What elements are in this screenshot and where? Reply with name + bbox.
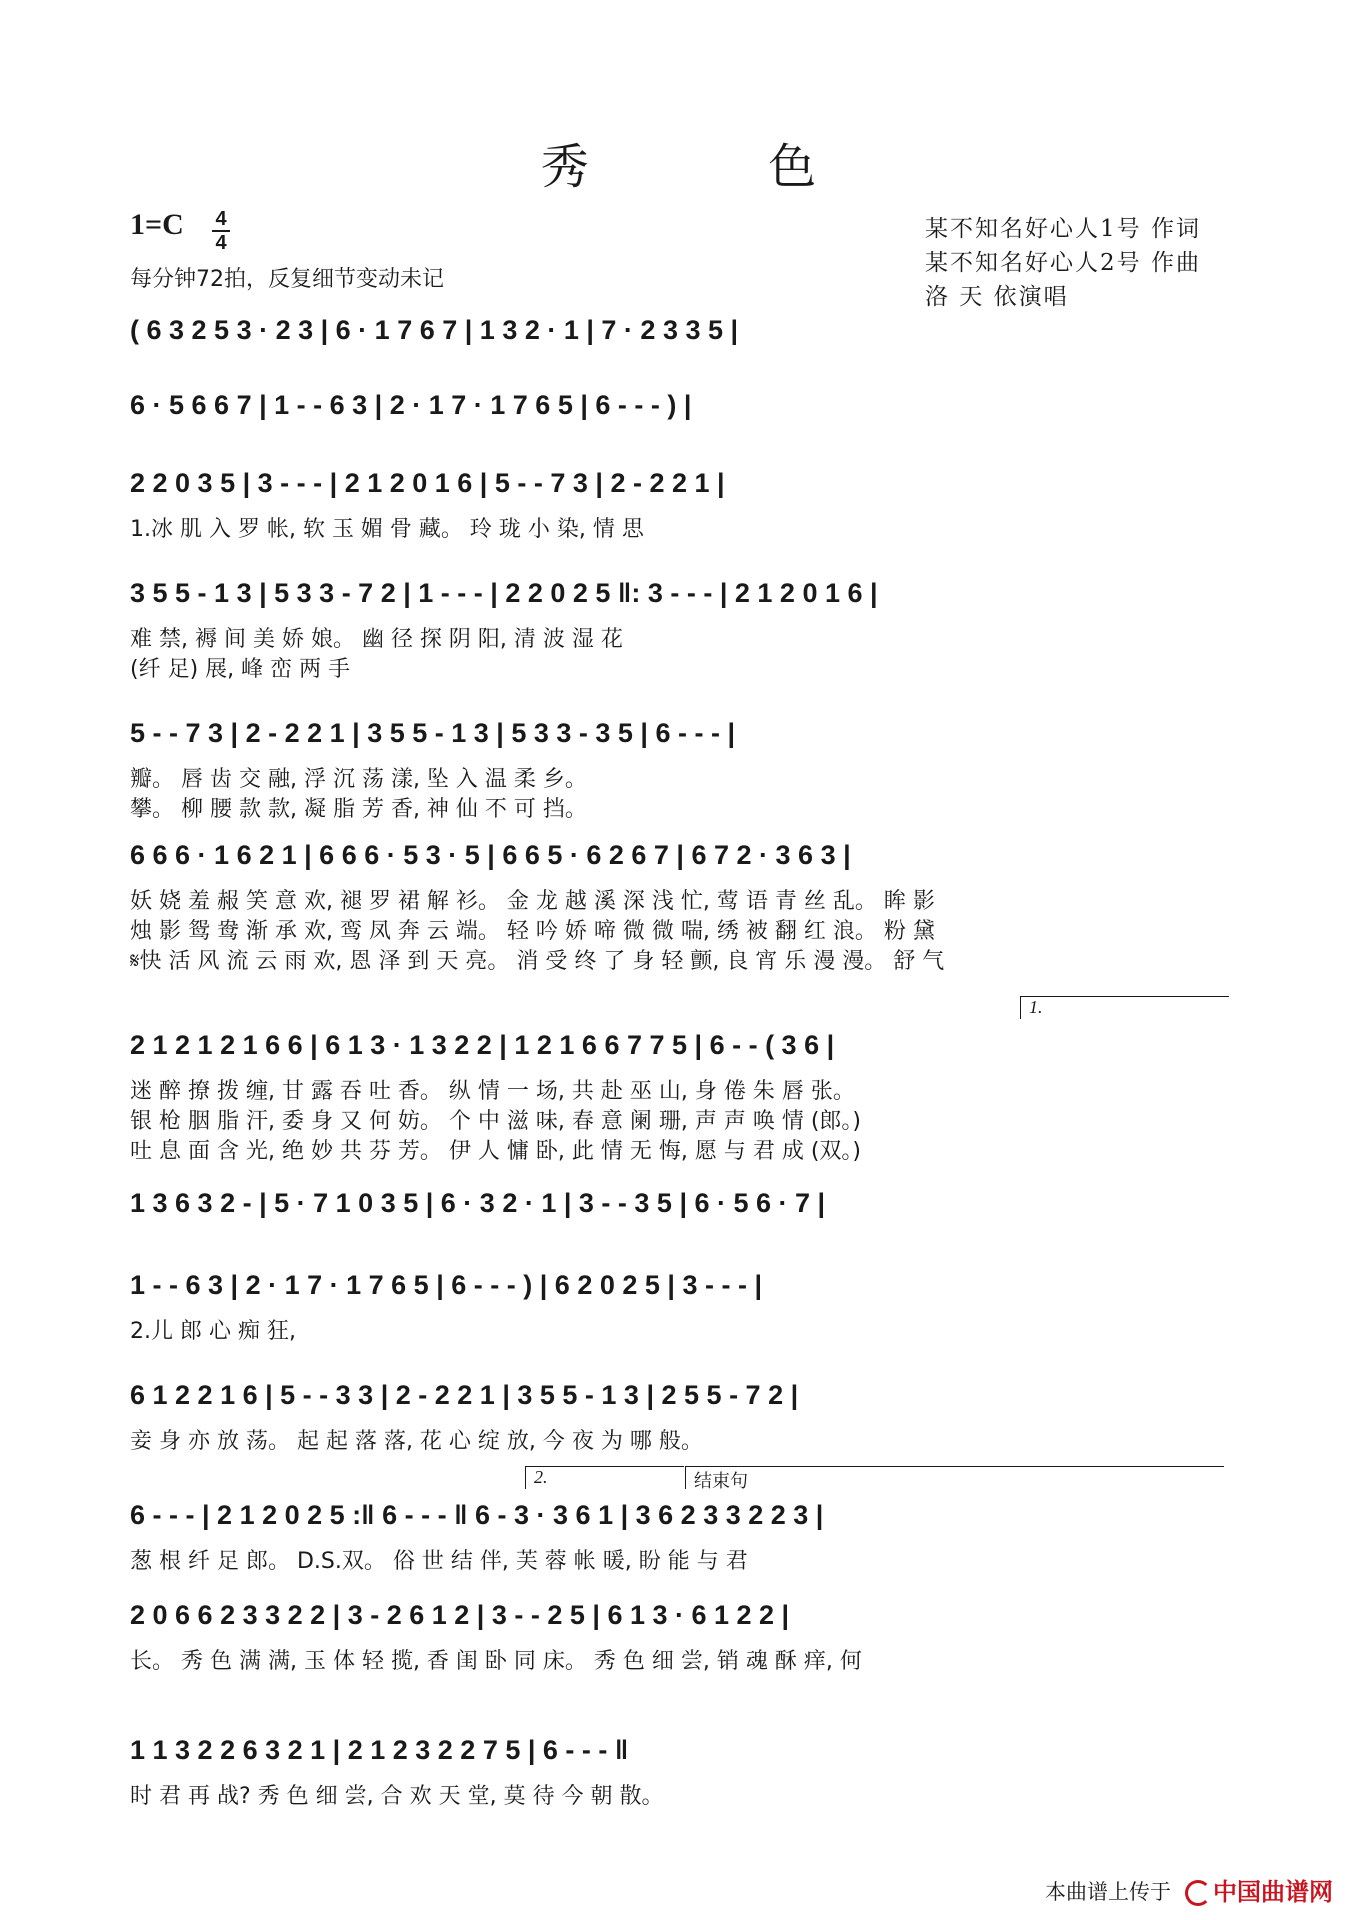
logo-icon [1185, 1880, 1211, 1906]
note-line: 3 5 5 - 1 3 | 5 3 3 - 7 2 | 1 - - - | 2 2 0 2 5 ‖: 3 - - - | 2 1 2 0 1 6 | [130, 578, 878, 608]
page-title: 秀 色 [540, 139, 899, 195]
lyric-line: 妾 身 亦 放 荡。 起 起 落 落, 花 心 绽 放, 今 夜 为 哪 般。 [130, 1429, 703, 1454]
note-line: 6 1 2 2 1 6 | 5 - - 3 3 | 2 - 2 2 1 | 3 5 5 - 1 3 | 2 5 5 - 7 2 | [130, 1380, 799, 1410]
volta-bracket-2: 2. [525, 1466, 684, 1489]
note-line: 2 1 2 1 2 1 6 6 | 6 1 3 · 1 3 2 2 | 1 2 1 6 6 7 7 5 | 6 - - ( 3 6 | [130, 1030, 835, 1060]
upload-note: 本曲谱上传于 [1045, 1880, 1171, 1904]
time-signature [212, 208, 230, 254]
note-line: 6 6 6 · 1 6 2 1 | 6 6 6 · 5 3 · 5 | 6 6 5 · 6 2 6 7 | 6 7 2 · 3 6 3 | [130, 840, 851, 870]
lyric-line: 𝄋快 活 风 流 云 雨 欢, 恩 泽 到 天 亮。 消 受 终 了 身 轻 颤, 良 宵 乐 漫 漫。 舒 气 [130, 949, 945, 974]
lyricist-credit: 某不知名好心人1号 作词 [925, 216, 1201, 242]
lyric-line: 时 君 再 战? 秀 色 细 尝, 合 欢 天 堂, 莫 待 今 朝 散。 [130, 1784, 664, 1809]
lyric-line: 银 枪 胭 脂 汗, 委 身 又 何 妨。 个 中 滋 味, 春 意 阑 珊, 声 声 唤 情 (郎。) [130, 1109, 861, 1134]
lyric-line: 葱 根 纤 足 郎。 D.S.双。 俗 世 结 伴, 芙 蓉 帐 暖, 盼 能 与 君 [130, 1549, 748, 1574]
lyric-line: 2.儿 郎 心 痴 狂, [130, 1319, 296, 1344]
site-name: 中国曲谱网 [1213, 1878, 1333, 1906]
ending-label: 结束句 [685, 1466, 1224, 1489]
time-denominator: 4 [215, 232, 227, 254]
note-line: 5 - - 7 3 | 2 - 2 2 1 | 3 5 5 - 1 3 | 5 3 3 - 3 5 | 6 - - - | [130, 718, 736, 748]
volta-bracket: 1. [1020, 996, 1229, 1019]
tempo-note: 每分钟72拍，反复细节变动未记 [130, 267, 444, 292]
credits [925, 212, 1201, 314]
key-signature: 1=C [130, 208, 184, 241]
note-line: 2 2 0 3 5 | 3 - - - | 2 1 2 0 1 6 | 5 - - 7 3 | 2 - 2 2 1 | [130, 468, 725, 498]
note-line: 1 3 6 3 2 - | 5 · 7 1 0 3 5 | 6 · 3 2 · 1 | 3 - - 3 5 | 6 · 5 6 · 7 | [130, 1188, 826, 1218]
lyric-line: 迷 醉 撩 拨 缠, 甘 露 吞 吐 香。 纵 情 一 场, 共 赴 巫 山, 身 倦 朱 唇 张。 [130, 1079, 855, 1104]
singer-credit: 洛 天 依演唱 [925, 284, 1069, 310]
note-line: ( 6 3 2 5 3 · 2 3 | 6 · 1 7 6 7 | 1 3 2 · 1 | 7 · 2 3 3 5 | [130, 315, 739, 345]
lyric-line: 烛 影 鸳 鸯 渐 承 欢, 鸾 凤 奔 云 端。 轻 吟 娇 啼 微 微 喘, 绣 被 翻 红 浪。 粉 黛 [130, 919, 935, 944]
note-line: 6 - - - | 2 1 2 0 2 5 :‖ 6 - - - ‖ 6 - 3 · 3 6 1 | 3 6 2 3 3 2 2 3 | [130, 1500, 824, 1530]
lyric-line: 吐 息 面 含 光, 绝 妙 共 芬 芳。 伊 人 慵 卧, 此 情 无 悔, 愿 与 君 成 (双。) [130, 1139, 861, 1164]
note-line: 1 1 3 2 2 6 3 2 1 | 2 1 2 3 2 2 7 5 | 6 - - - ‖ [130, 1735, 629, 1765]
lyric-line: 难 禁, 褥 间 美 娇 娘。 幽 径 探 阴 阳, 清 波 湿 花 [130, 627, 623, 652]
lyric-line: 妖 娆 羞 赧 笑 意 欢, 褪 罗 裙 解 衫。 金 龙 越 溪 深 浅 忙, 莺 语 青 丝 乱。 眸 影 [130, 889, 935, 914]
note-line: 1 - - 6 3 | 2 · 1 7 · 1 7 6 5 | 6 - - - ) | 6 2 0 2 5 | 3 - - - | [130, 1270, 762, 1300]
time-numerator: 4 [215, 208, 227, 230]
lyric-line: 攀。 柳 腰 款 款, 凝 脂 芳 香, 神 仙 不 可 挡。 [130, 797, 587, 822]
note-line: 6 · 5 6 6 7 | 1 - - 6 3 | 2 · 1 7 · 1 7 6 5 | 6 - - - ) | [130, 390, 692, 420]
lyric-line: 瓣。 唇 齿 交 融, 浮 沉 荡 漾, 坠 入 温 柔 乡。 [130, 767, 587, 792]
note-line: 2 0 6 6 2 3 3 2 2 | 3 - 2 6 1 2 | 3 - - 2 5 | 6 1 3 · 6 1 2 2 | [130, 1600, 790, 1630]
composer-credit: 某不知名好心人2号 作曲 [925, 250, 1201, 276]
lyric-line: (纤 足) 展, 峰 峦 两 手 [130, 657, 351, 682]
lyric-line: 长。 秀 色 满 满, 玉 体 轻 揽, 香 闺 卧 同 床。 秀 色 细 尝, 销 魂 酥 痒, 何 [130, 1649, 862, 1674]
site-logo [1185, 1872, 1333, 1907]
lyric-line: 1.冰 肌 入 罗 帐, 软 玉 媚 骨 藏。 玲 珑 小 染, 情 思 [130, 517, 644, 542]
